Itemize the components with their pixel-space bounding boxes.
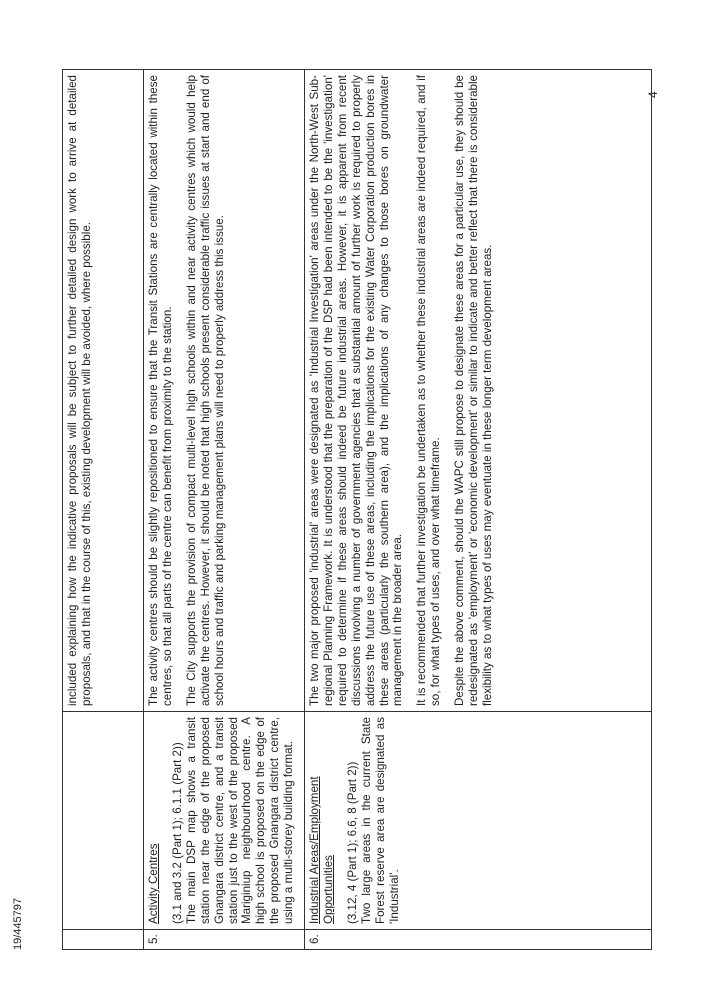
issue-description: The main DSP map shows a transit station near the edge of the proposed Gnangara district centre, and a transit station just to the west of the proposed Mariginiup neighbourhood centre. A high school is proposed on the edge of the proposed Gnangara district centre, using a multi-storey building format. bbox=[184, 717, 296, 924]
comment-cell bbox=[63, 70, 144, 712]
table-row bbox=[305, 70, 652, 950]
issue-reference: (3.12, 4 (Part 1); 6.6, 8 (Part 2)) bbox=[345, 761, 359, 924]
issue-heading: Activity Centres bbox=[147, 843, 160, 924]
document-reference: 19/445797 bbox=[12, 898, 24, 950]
row-number: 5. bbox=[147, 934, 160, 944]
comment-cell bbox=[144, 70, 305, 712]
issue-heading: Industrial Areas/Employment Opportunities bbox=[308, 776, 335, 924]
rotated-page bbox=[62, 70, 642, 950]
issue-cell bbox=[144, 712, 305, 930]
comment-paragraph: Despite the above comment, should the WAPC still propose to designate these areas for a particular use, they should be redesignated as 'employment' or 'economic development' or similar to indicate and better reflect that there is considerable flexibility as to what types of uses may eventuate in these longer term development areas. bbox=[453, 75, 494, 706]
table-row bbox=[63, 70, 144, 950]
issue-description: Two large areas in the current State Forest reserve area are designated as 'Industrial'. bbox=[359, 717, 401, 924]
comment-paragraph: The City supports the provision of compact multi-level high schools within and near activity centres which would help activate the centres. However, it should be noted that high schools present considerable traffic issues at start and end of school hours and traffic and parking management plans will need to properly address this issue. bbox=[184, 75, 226, 706]
issue-cell bbox=[305, 712, 652, 930]
row-number-cell bbox=[144, 930, 305, 950]
comment-cell bbox=[305, 70, 652, 712]
page-number: 4 bbox=[646, 91, 660, 98]
comment-paragraph: It is recommended that further investigation be undertaken as to whether these industrial areas are indeed required, and if so, for what types of uses, and over what timeframe. bbox=[415, 75, 443, 706]
comment-paragraph: The activity centres should be slightly repositioned to ensure that the Transit Stations are centrally located within these centres, so that all parts of the centre can benefit from proximity to the station. bbox=[147, 75, 174, 706]
row-number-cell bbox=[305, 930, 652, 950]
comment-paragraph: included explaining how the indicative proposals will be subject to further detailed design work to arrive at detailed proposals, and that in the course of this, existing development will be avoided, where possible. bbox=[66, 75, 93, 706]
row-number-cell bbox=[63, 930, 144, 950]
issue-cell bbox=[63, 712, 144, 930]
table-row bbox=[144, 70, 305, 950]
comment-paragraph: The two major proposed 'industrial' areas were designated as 'Industrial Investigation' areas under the North-West Sub-regional Planning Framework. It is understood that the preparation of the DSP had been intended to be the 'investigation' required to determine if these areas should indeed be future industrial areas. However, it is apparent from recent discussions involving a number of government agencies that a substantial amount of further work is required to properly address the future use of these areas, including the implications for the existing Water Corporation production bores in these areas (particularly the southern area), and the implications of any changes to those bores on groundwater management in the broader area. bbox=[308, 75, 405, 706]
submission-table bbox=[62, 69, 652, 950]
issue-reference: (3.1 and 3.2 (Part 1); 6.1.1 (Part 2)) bbox=[170, 742, 184, 924]
row-number: 6. bbox=[308, 934, 321, 944]
